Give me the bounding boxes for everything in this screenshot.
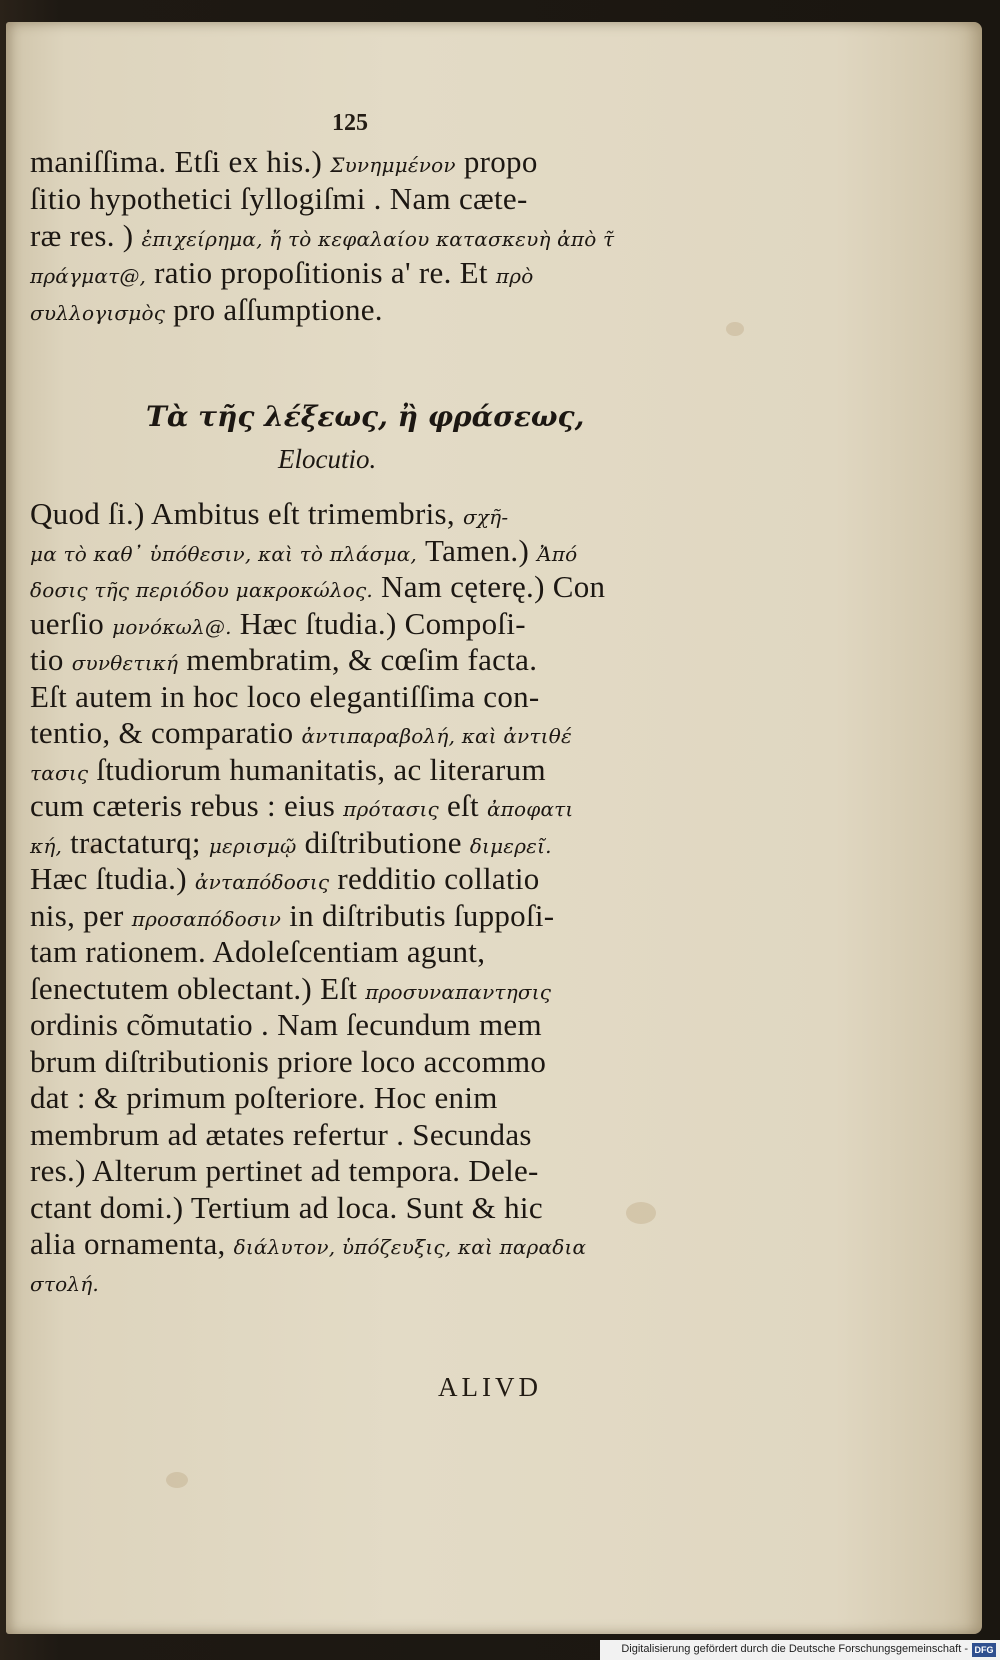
text-line (30, 715, 572, 754)
latin-text: membrum ad ætates refertur . Secundas (30, 1116, 532, 1152)
text-line (30, 898, 554, 937)
greek-term: κή, (30, 833, 63, 858)
greek-term: προσυναπαντησις (365, 979, 552, 1004)
latin-text: ſtudiorum humanitatis, ac literarum (88, 751, 546, 787)
text-line (30, 496, 508, 535)
dfg-logo: DFG (972, 1643, 996, 1657)
latin-text: Hæc ſtudia.) (30, 861, 195, 896)
latin-text: dat : & primum poſteriore. Hoc enim (30, 1080, 498, 1115)
text-line (30, 218, 614, 257)
latin-text: res.) Alterum pertinet ad tempora. Dele- (30, 1153, 539, 1188)
latin-text: Tamen.) (416, 532, 538, 568)
greek-term: συλλογισμὸς (30, 301, 166, 325)
latin-text: Eſt autem in hoc loco elegantiſſima con- (30, 678, 540, 714)
text-line (30, 1117, 532, 1153)
latin-text: Hæc ſtudia.) Compoſi- (231, 605, 526, 641)
latin-text: maniſſima. Etſi ex his.) (30, 144, 331, 179)
text-line (30, 1080, 498, 1116)
catchword: ALIVD (438, 1372, 542, 1402)
text-line (30, 1044, 546, 1080)
text-line (30, 292, 383, 331)
greek-term: προσαπόδοσιν (131, 906, 282, 931)
latin-text: tio (30, 642, 72, 677)
text-line (30, 971, 551, 1010)
text-line (30, 181, 528, 217)
text-line (30, 861, 540, 900)
greek-term: ἀντιπαραβολή, καὶ ἀντιθέ (301, 724, 572, 748)
latin-text: Quod ſi.) Ambitus eſt trimembris, (30, 496, 463, 531)
latin-text: ordinis cõmutatio . Nam ſecundum mem (30, 1007, 542, 1042)
greek-term: πρὸ (495, 264, 534, 288)
section-heading-latin: Elocutio. (278, 444, 377, 474)
latin-text: tam rationem. Adoleſcentiam agunt, (30, 934, 486, 969)
greek-term: συνθετική (71, 651, 179, 675)
text-line (30, 569, 605, 608)
greek-term: μονόκωλ@. (112, 614, 232, 639)
text-line (30, 255, 533, 294)
latin-text: Nam cęterę.) Con (372, 569, 606, 604)
latin-text: ſitio hypothetici ſyllogiſmi . Nam cæte- (30, 181, 528, 216)
greek-term: πρότασις (343, 797, 439, 821)
greek-term: μερισμῷ (208, 833, 297, 858)
latin-text: eſt (438, 788, 487, 823)
text-line (30, 533, 577, 572)
page-number: 125 (332, 110, 368, 136)
text-line (30, 144, 538, 183)
greek-term: Συνημμένον (330, 153, 456, 177)
greek-term: σχῆ- (462, 505, 509, 529)
text-line (30, 1007, 542, 1043)
latin-text: nis, per (30, 897, 132, 933)
greek-term: ἐπιχείρημα, ἤ τὸ κεφαλαίου κατασκευὴ ἀπὸ τ̃ (141, 227, 615, 251)
latin-text: ctant domi.) Tertium ad loca. Sunt & hic (30, 1189, 543, 1225)
latin-text: diſtributione (296, 824, 470, 860)
greek-term: ἀνταπόδοσις (194, 870, 330, 894)
footer-credit-text: Digitalisierung gefördert durch die Deutsche Forschungsgemeinschaft - (621, 1643, 968, 1655)
text-line (30, 606, 526, 645)
greek-term: διμερεῖ. (469, 833, 552, 858)
latin-text: propo (455, 144, 538, 179)
text-line (30, 1190, 543, 1226)
digitization-footer (600, 1640, 1000, 1660)
greek-term: στολή. (30, 1271, 99, 1296)
greek-term: διάλυτον, ὑπόζευξις, καὶ παραδια (233, 1235, 587, 1259)
text-line (30, 788, 573, 827)
latin-text: membratim, & cœſim facta. (178, 642, 538, 677)
text-line (30, 825, 552, 864)
greek-term: δοσις τῆς περιόδου μακροκώλος. (30, 578, 373, 602)
latin-text: ræ res. ) (30, 218, 142, 253)
text-line (30, 1153, 539, 1189)
latin-text: in diſtributis ſuppoſi- (281, 897, 555, 933)
latin-text: tentio, & comparatio (30, 715, 302, 750)
latin-text: ſenectutem oblectant.) Eſt (30, 970, 366, 1006)
greek-term: Ἀπό (537, 541, 578, 566)
greek-term: πράγματ@, (30, 264, 147, 288)
greek-term: ἀποφατι (486, 797, 574, 821)
latin-text: redditio collatio (329, 861, 540, 896)
text-line (30, 934, 485, 970)
latin-text: cum cæteris rebus : eius (30, 788, 344, 823)
text-line (30, 752, 546, 791)
latin-text: alia ornamenta, (30, 1226, 234, 1261)
greek-term: μα τὸ καθ᾽ ὑπόθεσιν, καὶ τὸ πλάσμα, (30, 541, 417, 566)
text-line (30, 642, 537, 681)
latin-text: pro aſſumptione. (165, 292, 383, 327)
latin-text: uerſio (30, 605, 113, 641)
latin-text: brum diſtributionis priore loco accommo (30, 1043, 547, 1079)
latin-text: ratio propoſitionis a' re. Et (146, 255, 496, 290)
section-heading-greek: Τὰ τῆς λέξεως, ἢ φράσεως, (146, 400, 585, 433)
greek-term: τασις (30, 760, 89, 785)
text-line (30, 1226, 586, 1265)
text-line (30, 1263, 99, 1302)
text-line (30, 679, 540, 715)
latin-text: tractaturq; (62, 824, 209, 860)
